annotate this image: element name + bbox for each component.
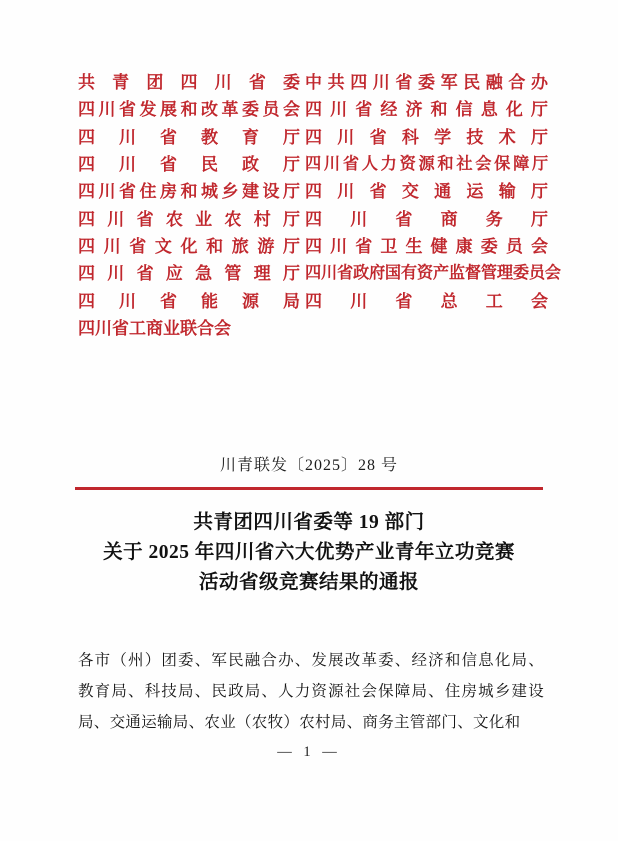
masthead-agency-right: 中共四川省委军民融合办 bbox=[305, 73, 548, 92]
masthead-agency-left: 四川省发展和改革委员会 bbox=[78, 100, 300, 120]
recipient-line: 局、交通运输局、农业（农牧）农村局、商务主管部门、文化和 bbox=[78, 714, 521, 731]
masthead-agency-left: 四川省应急管理厅 bbox=[78, 264, 300, 284]
masthead-agency-left: 四川省住房和城乡建设厅 bbox=[78, 182, 300, 202]
masthead-agency-right: 四川省政府国有资产监督管理委员会 bbox=[305, 264, 561, 283]
masthead-row bbox=[78, 320, 548, 338]
masthead-row bbox=[78, 238, 548, 256]
masthead-agency-left: 共青团四川省委 bbox=[78, 73, 300, 92]
masthead-row bbox=[78, 183, 548, 201]
title-line-2: 关于 2025 年四川省六大优势产业青年立功竞赛 bbox=[103, 542, 515, 563]
masthead-row bbox=[78, 293, 548, 311]
page-number: — 1 — bbox=[277, 744, 341, 760]
masthead-row bbox=[78, 264, 561, 284]
masthead-agency-left: 四川省农业农村厅 bbox=[78, 209, 300, 229]
masthead-row bbox=[78, 211, 548, 229]
masthead-agency-right: 四川省科学技术厅 bbox=[305, 127, 548, 147]
masthead-row bbox=[78, 129, 548, 147]
masthead-agency-left: 四川省能源局 bbox=[78, 291, 300, 311]
masthead-agency-right: 四川省卫生健康委员会 bbox=[305, 237, 548, 257]
masthead-agency-left: 四川省工商业联合会 bbox=[78, 319, 231, 339]
recipients-paragraph bbox=[78, 645, 544, 738]
recipient-line: 各市（州）团委、军民融合办、发展改革委、经济和信息化局、 bbox=[78, 652, 544, 669]
masthead-agency-right: 四川省商务厅 bbox=[305, 209, 548, 229]
title-line-3: 活动省级竞赛结果的通报 bbox=[198, 572, 419, 593]
recipient-line: 教育局、科技局、民政局、人力资源社会保障局、住房城乡建设 bbox=[78, 683, 544, 700]
masthead-agency-right: 四川省人力资源和社会保障厅 bbox=[305, 155, 548, 174]
masthead-row bbox=[78, 156, 548, 174]
masthead-row bbox=[78, 74, 548, 92]
document-number: 川青联发〔2025〕28 号 bbox=[219, 457, 398, 474]
masthead-agency-right: 四川省交通运输厅 bbox=[305, 182, 548, 202]
masthead-row bbox=[78, 101, 548, 119]
red-divider-rule bbox=[75, 487, 543, 490]
masthead-agency-left: 四川省教育厅 bbox=[78, 127, 300, 147]
masthead-agency-right: 四川省经济和信息化厅 bbox=[305, 100, 548, 120]
masthead-agency-left: 四川省文化和旅游厅 bbox=[78, 237, 300, 257]
title-line-1: 共青团四川省委等 19 部门 bbox=[193, 512, 425, 533]
masthead bbox=[78, 73, 561, 347]
masthead-agency-right: 四川省总工会 bbox=[305, 291, 548, 311]
masthead-agency-left: 四川省民政厅 bbox=[78, 155, 300, 175]
document-title bbox=[0, 508, 618, 598]
